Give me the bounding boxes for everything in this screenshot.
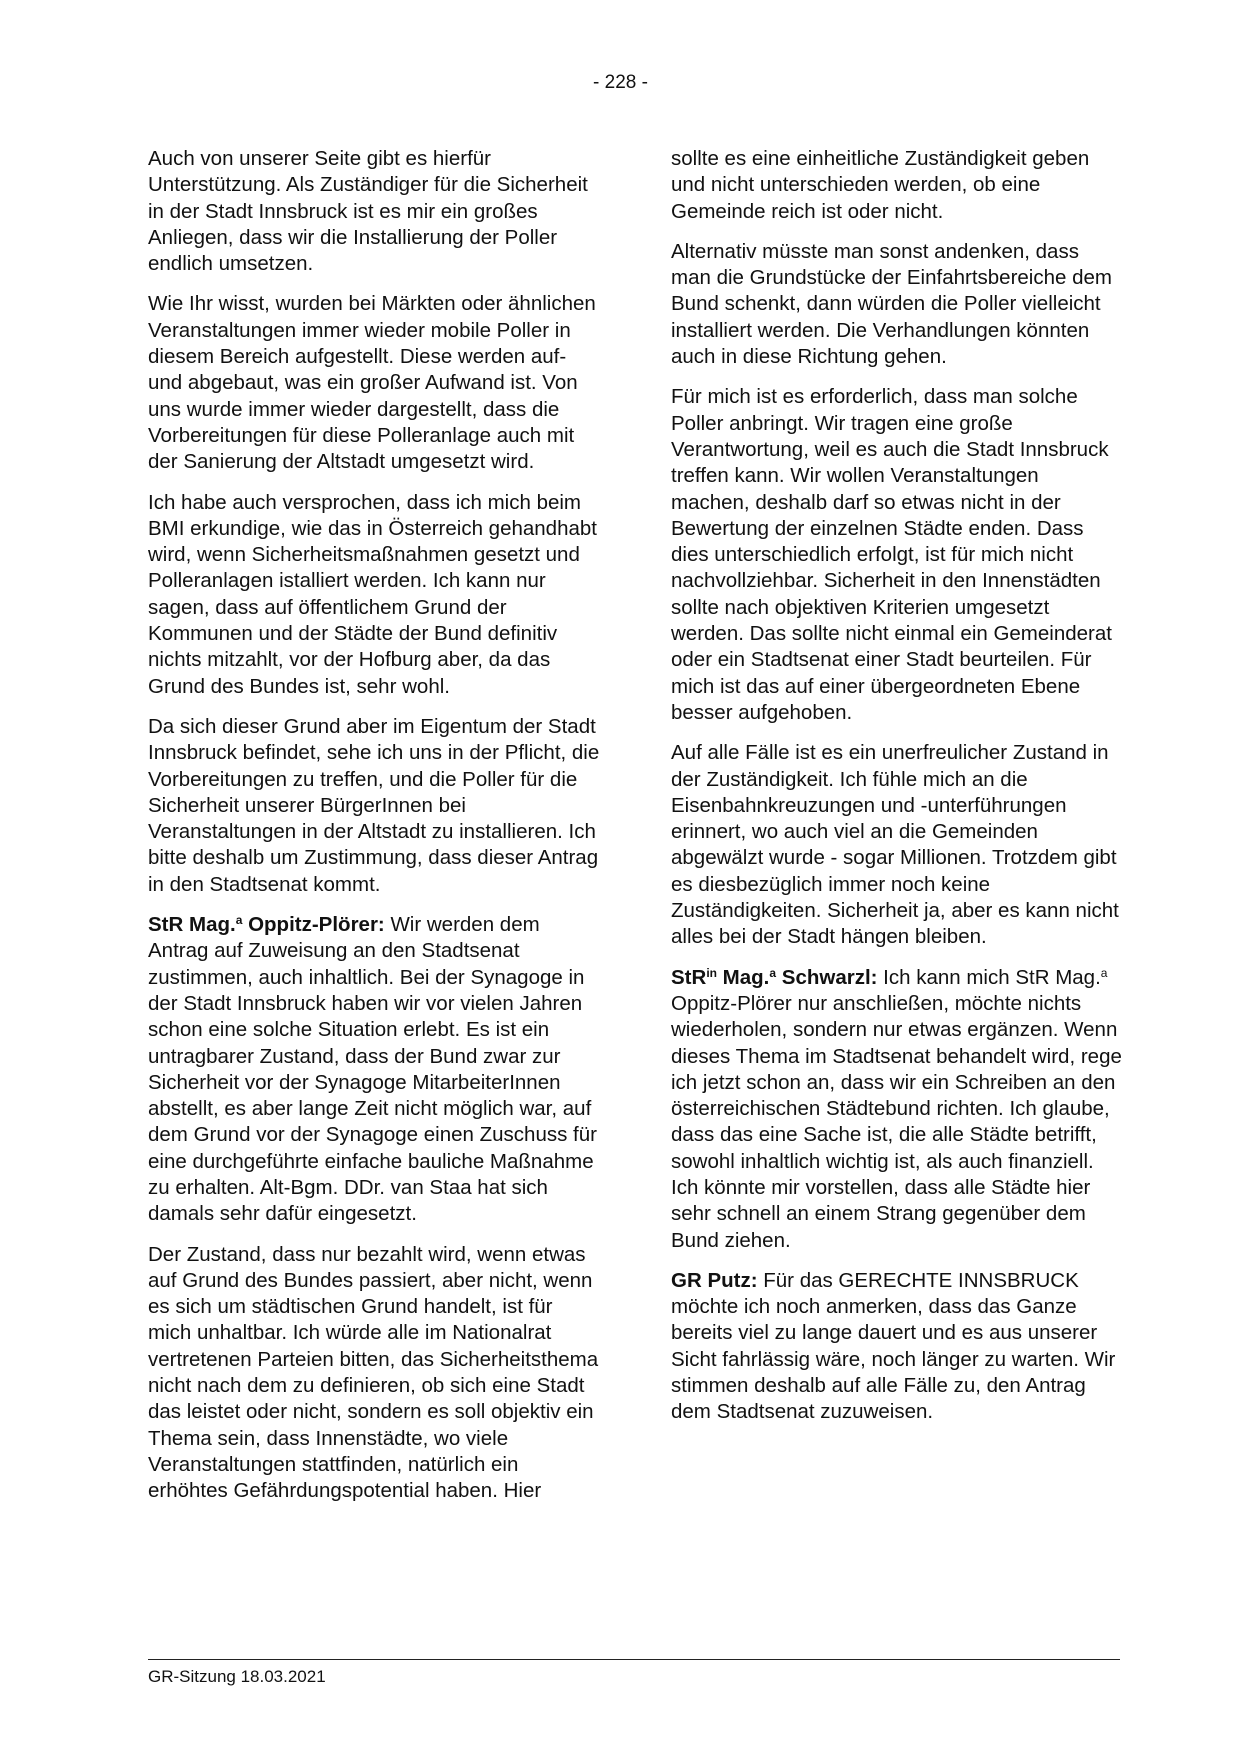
speaker-title: StR Mag. [148, 913, 236, 937]
speaker-name: GR Putz: [671, 1268, 758, 1292]
paragraph: Alternativ müsste man sonst andenken, dass man die Grundstücke der Einfahrtsbereiche dem Bund schenkt, dann würden die Poller vielleicht installiert werden. Die Verhandlungen könnten auch in diese Richtung gehen. [671, 239, 1112, 369]
superscript: a [1100, 965, 1108, 980]
speaker-surname: Schwarzl: [776, 965, 878, 989]
superscript: a [235, 913, 243, 928]
speech-text: Ich kann mich StR Mag. [877, 965, 1101, 989]
speech-putz [671, 1268, 1123, 1426]
speaker-name [671, 966, 877, 989]
paragraph: Auf alle Fälle ist es ein unerfreulicher Zustand in der Zuständigkeit. Ich fühle mich an die Eisenbahnkreuzungen und -unterführungen erinnert, wo auch viel an die Gemeinden abgewälzt wurde - sogar Millionen. Trotzdem gibt es diesbezüglich immer noch keine Zuständigkeiten. Sicherheit ja, aber es kann nicht alles bei der Stadt hängen bleiben. [671, 741, 1119, 949]
paragraph: Auch von unserer Seite gibt es hierfür Unterstützung. Als Zuständiger für die Sicherheit in der Stadt Innsbruck ist es mir ein großes Anliegen, dass wir die Installierung der Poller endlich umsetzen. [148, 147, 588, 276]
footer-divider [148, 1659, 1120, 1660]
paragraph: Wie Ihr wisst, wurden bei Märkten oder ähnlichen Veranstaltungen immer wieder mobile Poller in diesem Bereich aufgestellt. Diese werden auf- und abgebaut, was ein großer Aufwand ist. Von uns wurde immer wieder dargestellt, dass die Vorbereitungen für diese Polleranlage auch mit der Sanierung der Altstadt umgesetzt wird. [148, 292, 596, 474]
paragraph: Für mich ist es erforderlich, dass man solche Poller anbringt. Wir tragen eine große Verantwortung, weil es auch die Stadt Innsbruck treffen kann. Wir wollen Veranstaltungen machen, deshalb darf so etwas nicht in der Bewertung der einzelnen Städte enden. Dass dies unterschiedlich erfolgt, ist für mich nicht nachvollziehbar. Sicherheit in den Innenstädten sollte nach objektiven Kriterien umgesetzt werden. Das sollte nicht einmal ein Gemeinderat oder ein Stadtsenat einer Stadt beurteilen. Für mich ist das auf einer übergeordneten Ebene besser aufgehoben. [671, 385, 1112, 724]
speaker-name [148, 913, 385, 936]
paragraph: Da sich dieser Grund aber im Eigentum der Stadt Innsbruck befindet, sehe ich uns in der Pflicht, die Vorbereitungen zu treffen, und die Poller für die Sicherheit unserer BürgerInnen bei Veranstaltungen in der Altstadt zu installieren. Ich bitte deshalb um Zustimmung, dass dieser Antrag in den Stadtsenat kommt. [148, 714, 600, 896]
page-number: - 228 - [593, 72, 648, 93]
paragraph: Der Zustand, dass nur bezahlt wird, wenn etwas auf Grund des Bundes passiert, aber nicht, wenn es sich um städtischen Grund handelt, ist für mich unhaltbar. Ich würde alle im Nationalrat vertretenen Parteien bitten, das Sicherheitsthema nicht nach dem zu definieren, ob sich eine Stadt das leistet oder nicht, sondern es soll objektiv ein Thema sein, dass Innenstädte, wo viele Veranstaltungen stattfinden, natürlich ein erhöhtes Gefährdungspotential haben. Hier [148, 1242, 599, 1503]
right-column [671, 146, 1123, 1440]
left-column [148, 146, 600, 1519]
speech-oppitz-ploerer [148, 912, 600, 1228]
speaker-surname: Oppitz-Plörer: [242, 913, 385, 937]
speaker-title-mag: Mag. [716, 965, 770, 989]
paragraph: Ich habe auch versprochen, dass ich mich beim BMI erkundige, wie das in Österreich gehandhabt wird, wenn Sicherheitsmaßnahmen gesetzt und Polleranlagen istalliert werden. Ich kann nur sagen, dass auf öffentlichem Grund der Kommunen und der Städte der Bund definitiv nichts mitzahlt, vor der Hofburg aber, da das Grund des Bundes ist, sehr wohl. [148, 490, 597, 698]
speech-schwarzl [671, 965, 1123, 1254]
speech-text: Wir werden dem Antrag auf Zuweisung an den Stadtsenat zustimmen, auch inhaltlich. Bei der Synagoge in der Stadt Innsbruck haben wir vor vielen Jahren schon eine solche Situation erlebt. Es ist ein untragbarer Zustand, dass der Bund zwar zur Sicherheit vor der Synagoge MitarbeiterInnen abstellt, es aber lange Zeit nicht möglich war, auf dem Grund vor der Synagoge einen Zuschuss für eine durchgeführte einfache bauliche Maßnahme zu erhalten. Alt-Bgm. DDr. van Staa hat sich damals sehr dafür eingesetzt. [148, 913, 597, 1226]
superscript: in [706, 965, 717, 980]
speaker-title: StR [671, 965, 707, 989]
superscript: a [769, 965, 777, 980]
speech-text: Für das GERECHTE INNSBRUCK möchte ich noch anmerken, dass das Ganze bereits viel zu lange dauert und es aus unserer Sicht fahrlässig wäre, noch länger zu warten. Wir stimmen deshalb auf alle Fälle zu, den Antrag dem Stadtsenat zuzuweisen. [671, 1268, 1116, 1424]
paragraph: sollte es eine einheitliche Zuständigkeit geben und nicht unterschieden werden, ob eine Gemeinde reich ist oder nicht. [671, 147, 1090, 223]
footer-session: GR-Sitzung 18.03.2021 [148, 1667, 326, 1686]
speech-text-cont: Oppitz-Plörer nur anschließen, möchte nichts wiederholen, sondern nur etwas ergänzen. Wenn dieses Thema im Stadtsenat behandelt wird, rege ich jetzt schon an, dass wir ein Schreiben an den österreichischen Städtebund richten. Ich glaube, dass das eine Sache ist, die alle Städte betrifft, sowohl inhaltlich wichtig ist, als auch finanziell. Ich könnte mir vorstellen, dass alle Städte hier sehr schnell an einem Strang gegenüber dem Bund ziehen. [671, 991, 1122, 1252]
